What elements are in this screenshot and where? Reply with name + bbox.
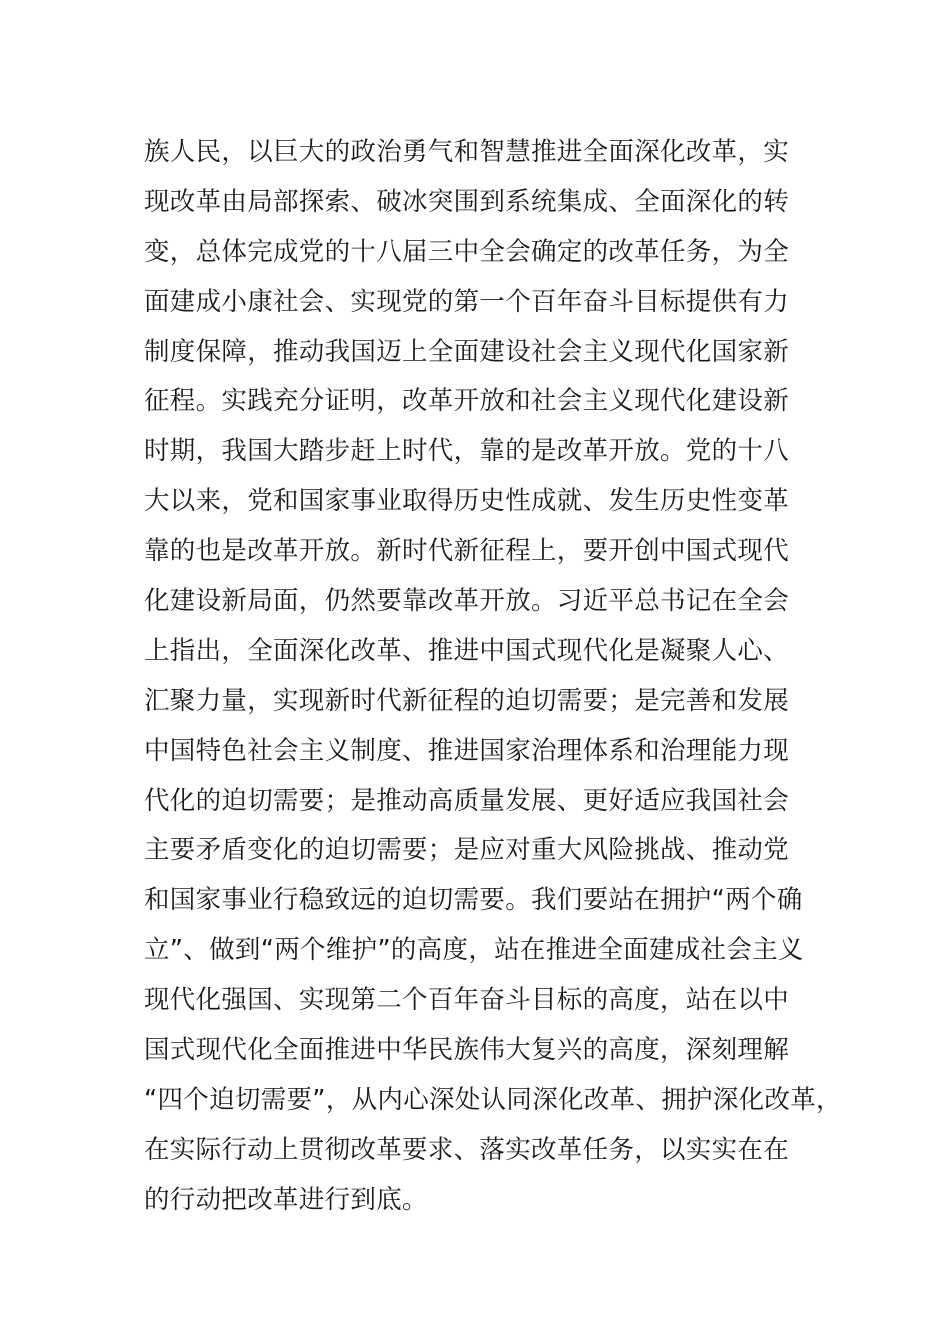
text-line: 汇聚力量，实现新时代新征程的迫切需要；是完善和发展 [144, 685, 790, 716]
text-line: 靠的也是改革开放。新时代新征程上，要开创中国式现代 [144, 536, 790, 567]
text-line: 时期，我国大踏步赶上时代，靠的是改革开放。党的十八 [144, 436, 790, 467]
text-line: 面建成小康社会、实现党的第一个百年奋斗目标提供有力 [144, 286, 790, 317]
body-paragraph [144, 128, 844, 1226]
text-line: 征程。实践充分证明，改革开放和社会主义现代化建设新 [144, 386, 790, 417]
text-line: 化建设新局面，仍然要靠改革开放。习近平总书记在全会 [144, 586, 790, 617]
text-line: “四个迫切需要”，从内心深处认同深化改革、拥护深化改革， [144, 1084, 842, 1115]
text-line: 国式现代化全面推进中华民族伟大复兴的高度，深刻理解 [144, 1035, 790, 1066]
text-line: 现改革由局部探索、破冰突围到系统集成、全面深化的转 [144, 186, 790, 217]
text-line: 代化的迫切需要；是推动高质量发展、更好适应我国社会 [144, 785, 790, 816]
text-line: 主要矛盾变化的迫切需要；是应对重大风险挑战、推动党 [144, 835, 790, 866]
text-line: 立”、做到“两个维护”的高度，站在推进全面建成社会主义 [144, 935, 804, 966]
text-line: 族人民，以巨大的政治勇气和智慧推进全面深化改革，实 [144, 137, 790, 167]
text-line: 在实际行动上贯彻改革要求、落实改革任务，以实实在在 [144, 1134, 790, 1165]
text-line: 现代化强国、实现第二个百年奋斗目标的高度，站在以中 [144, 985, 790, 1016]
text-line: 制度保障，推动我国迈上全面建设社会主义现代化国家新 [144, 336, 790, 367]
text-line: 和国家事业行稳致远的迫切需要。我们要站在拥护“两个确 [144, 885, 803, 916]
text-line: 的行动把改革进行到底。 [144, 1184, 428, 1215]
text-line: 变，总体完成党的十八届三中全会确定的改革任务，为全 [144, 236, 790, 267]
text-line: 大以来，党和国家事业取得历史性成就、发生历史性变革 [144, 486, 790, 517]
text-line: 中国特色社会主义制度、推进国家治理体系和治理能力现 [144, 735, 790, 766]
text-line: 上指出，全面深化改革、推进中国式现代化是凝聚人心、 [144, 635, 790, 666]
